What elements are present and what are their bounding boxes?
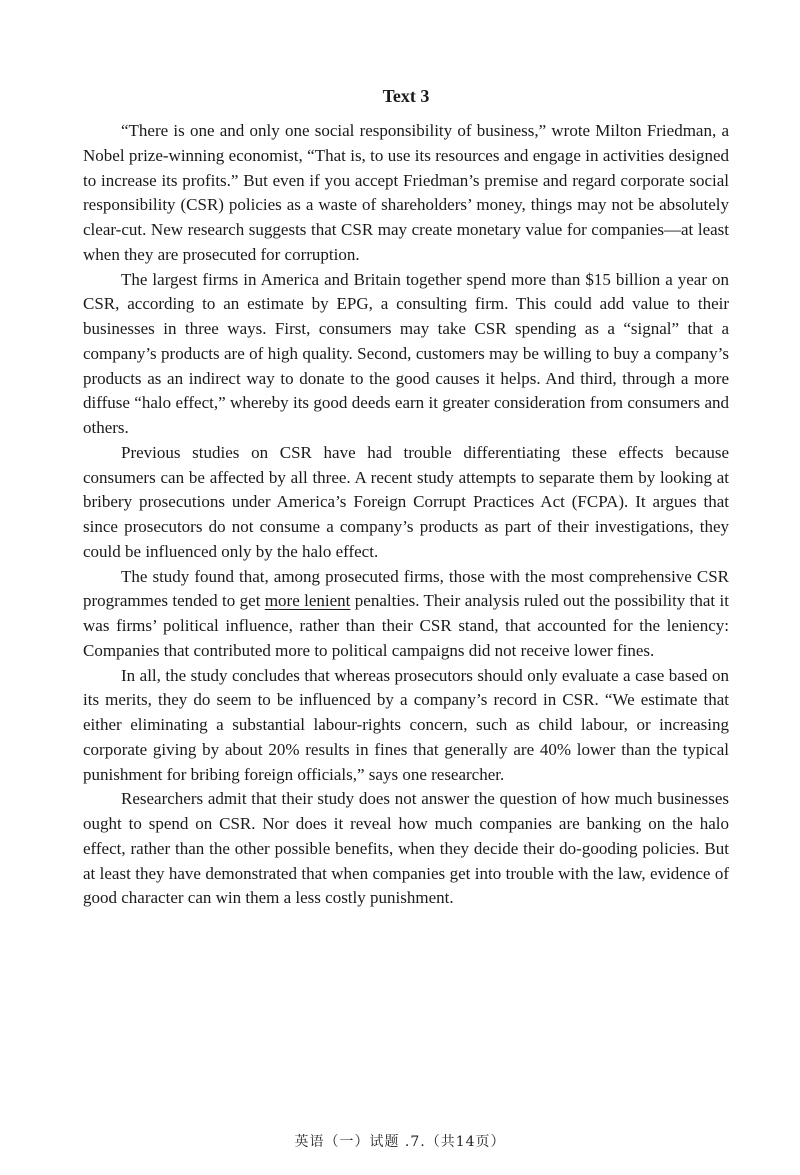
- paragraph-6: Researchers admit that their study does not answer the question of how much businesses ought to spend on CSR. Nor does it reveal how much companies are banking on the halo effect, rather than the other possible benefits, when they decide their do-gooding policies. But at least they have demonstrated that when companies get into trouble with the law, evidence of good character can win them a less costly punishment.: [83, 789, 729, 908]
- paragraph-4-before: The study found that, among prosecuted firms, those with the most comprehensive CSR programmes tended to get: [83, 566, 729, 611]
- paragraph-5: In all, the study concludes that whereas prosecutors should only evaluate a case based on its merits, they do seem to be influenced by a company’s record in CSR. “We estimate that either eliminating a substantial labour-rights concern, such as child labour, or increasing corporate giving by about 20% results in fines that generally are 40% lower than the typical punishment for bribing foreign officials,” says one researcher.: [83, 665, 729, 784]
- paragraph-4: [83, 565, 729, 664]
- paragraph-2: The largest firms in America and Britain together spend more than $15 billion a year on CSR, according to an estimate by EPG, a consulting firm. This could add value to their businesses in three ways. First, consumers may take CSR spending as a “signal” that a company’s products are of high quality. Second, customers may be willing to buy a company’s products as an indirect way to donate to the good causes it helps. And third, through a more diffuse “halo effect,” whereby its good deeds earn it greater consideration from consumers and others.: [83, 269, 729, 437]
- paragraph-4-after: penalties. Their analysis ruled out the possibility that it was firms’ political influence, rather than their CSR stand, that accounted for the leniency: Companies that contributed more to political campaigns did not receive lower fines.: [83, 591, 729, 660]
- page-footer: 英语（一）试题 .7.（共14页）: [294, 1134, 506, 1150]
- section-title: Text 3: [382, 86, 430, 106]
- paragraph-1: “There is one and only one social responsibility of business,” wrote Milton Friedman, a Nobel prize-winning economist, “That is, to use its resources and engage in activities designed to increase its profits.” But even if you accept Friedman’s premise and regard corporate social responsibility (CSR) policies as a waste of shareholders’ money, things may not be absolutely clear-cut. New research suggests that CSR may create monetary value for companies—at least when they are prosecuted for corruption.: [83, 121, 729, 264]
- paragraph-3: Previous studies on CSR have had trouble differentiating these effects because consumers can be affected by all three. A recent study attempts to separate them by looking at bribery prosecutions under America’s Foreign Corrupt Practices Act (FCPA). It argues that since prosecutors do not consume a company’s products as part of their investigations, they could be influenced only by the halo effect.: [83, 442, 729, 561]
- passage: [83, 84, 729, 911]
- underlined-phrase: more lenient: [264, 591, 351, 611]
